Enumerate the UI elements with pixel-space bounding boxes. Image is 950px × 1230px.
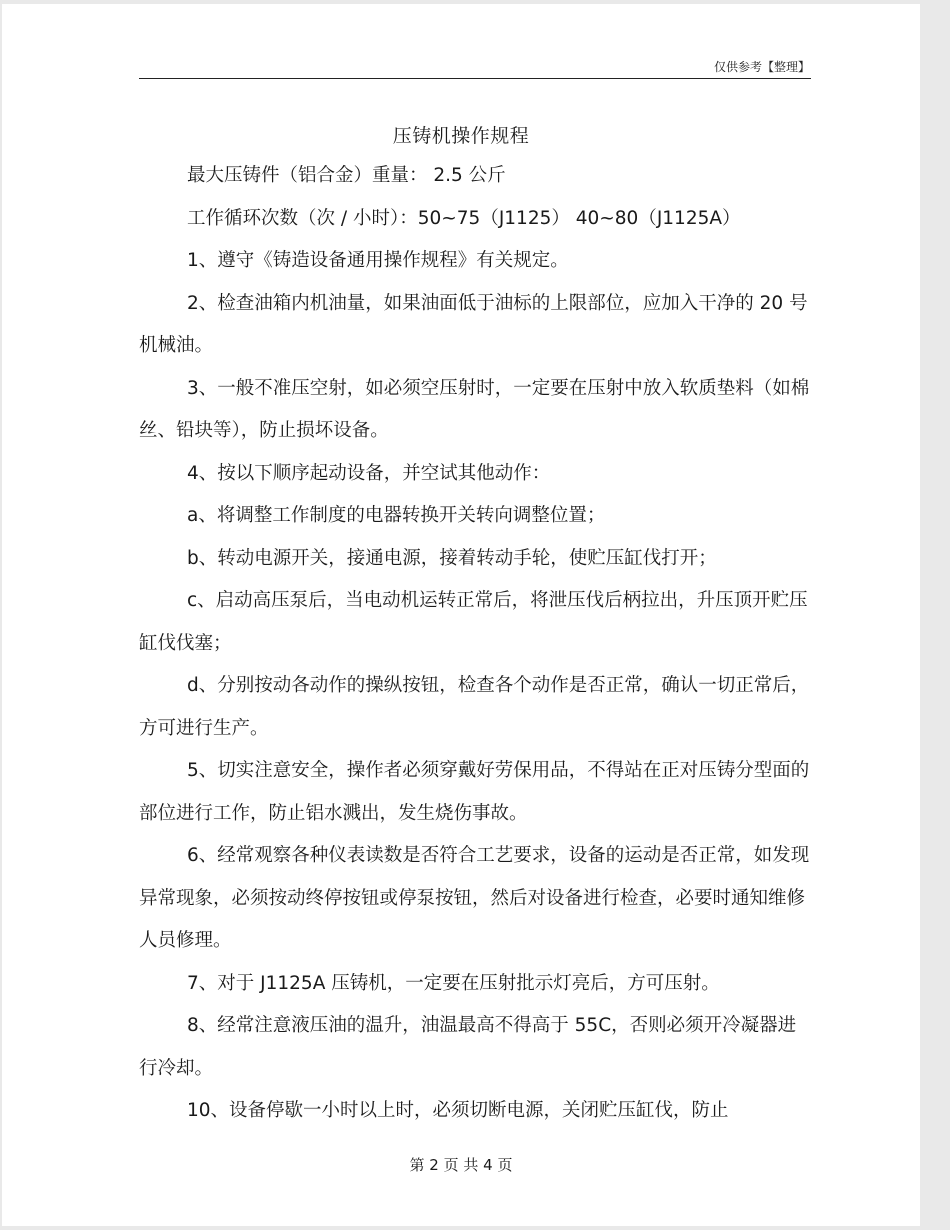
paragraph-rule-3: 3、一般不准压空射，如必须空压射时，一定要在压射中放入软质垫料（如棉丝、铅块等），防止损坏设备。 bbox=[139, 377, 810, 441]
document-title: 压铸机操作规程 bbox=[392, 125, 530, 147]
page-number-footer: 第 2 页 共 4 页 bbox=[409, 1156, 513, 1174]
paragraph-cycle-count: 工作循环次数（次 / 小时）：50~75（J1125） 40~80（J1125A） bbox=[187, 207, 741, 229]
paragraph-step-d: d、分别按动各动作的操纵按钮，检查各个动作是否正常，确认一切正常后，方可进行生产。 bbox=[139, 675, 810, 739]
paragraph-step-b: b、转动电源开关，接通电源，接着转动手轮，使贮压缸伐打开； bbox=[187, 547, 717, 569]
paragraph-rule-1: 1、遵守《铸造设备通用操作规程》有关规定。 bbox=[187, 250, 569, 271]
paragraph-rule-10: 10、设备停歇一小时以上时，必须切断电源，关闭贮压缸伐，防止 bbox=[187, 1100, 729, 1121]
paragraph-rule-8: 8、经常注意液压油的温升，油温最高不得高于 55C，否则必须开冷凝器进行冷却。 bbox=[139, 1015, 797, 1079]
paragraph-rule-6: 6、经常观察各种仪表读数是否符合工艺要求，设备的运动是否正常，如发现异常现象，必须按动终停按钮或停泵按钮，然后对设备进行检查，必要时通知维修人员修理。 bbox=[139, 845, 810, 951]
paragraph-rule-4: 4、按以下顺序起动设备，并空试其他动作： bbox=[187, 462, 551, 484]
paragraph-step-a: a、将调整工作制度的电器转换开关转向调整位置； bbox=[187, 505, 606, 526]
paragraph-rule-7: 7、对于 J1125A 压铸机，一定要在压射批示灯亮后，方可压射。 bbox=[187, 972, 720, 994]
paragraph-rule-5: 5、切实注意安全，操作者必须穿戴好劳保用品，不得站在正对压铸分型面的部位进行工作，防止铝水溅出，发生烧伤事故。 bbox=[139, 760, 810, 824]
paragraph-step-c: c、启动高压泵后，当电动机运转正常后，将泄压伐后柄拉出，升压顶开贮压缸伐伐塞； bbox=[139, 590, 808, 654]
document-page bbox=[2, 4, 920, 1226]
header-reference-note: 仅供参考【整理】 bbox=[713, 60, 810, 74]
paragraph-max-weight: 最大压铸件（铝合金）重量： 2.5 公斤 bbox=[187, 165, 506, 186]
paragraph-rule-2: 2、检查油箱内机油量，如果油面低于油标的上限部位，应加入干净的 20 号机械油。 bbox=[139, 292, 808, 356]
header-divider bbox=[139, 78, 811, 79]
document-body bbox=[139, 155, 811, 1133]
